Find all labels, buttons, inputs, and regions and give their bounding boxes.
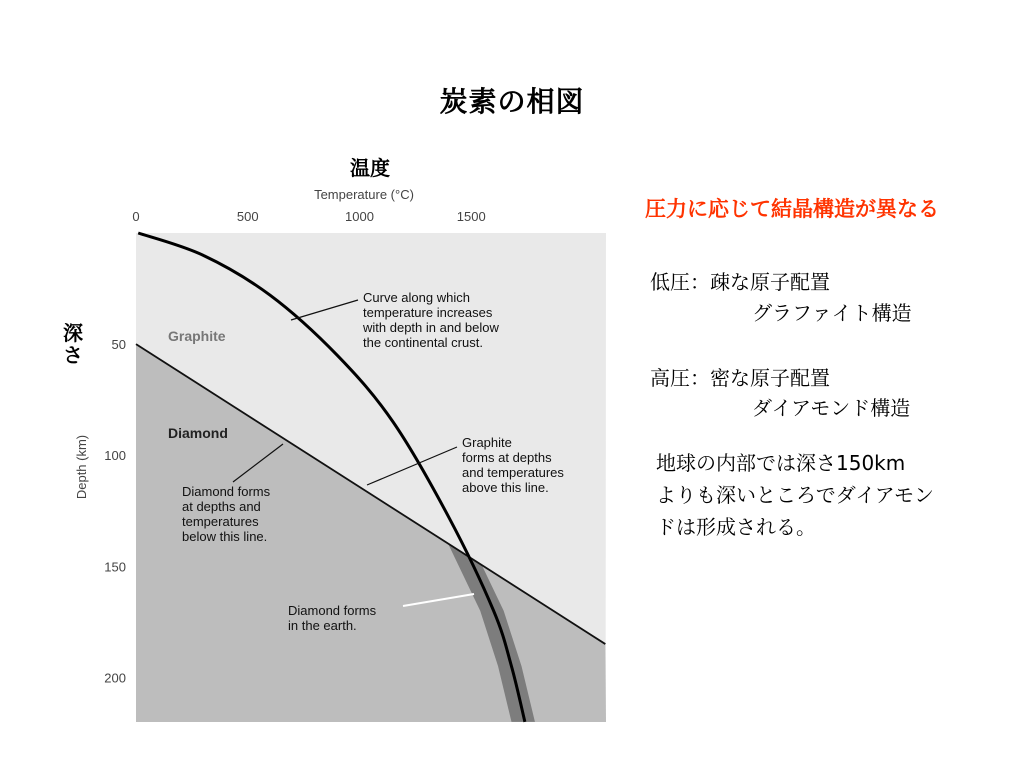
x-axis-japanese-label: 温度 <box>350 156 390 180</box>
graphite-region-label: Graphite <box>168 328 226 344</box>
x-tick-label: 500 <box>236 209 259 224</box>
annotation-diamond-earth: Diamond forms in the earth. <box>288 603 377 633</box>
explanation-line-1: 地球の内部では深さ150km <box>656 451 906 475</box>
y-tick-label: 50 <box>111 337 126 353</box>
x-tick-label: 0 <box>132 209 140 224</box>
y-tick-label: 200 <box>104 670 126 686</box>
high-pressure-line-1: 高圧：密な原子配置 <box>650 366 830 390</box>
explanation-line-2: よりも深いところでダイアモン <box>656 483 934 507</box>
x-tick-label: 1000 <box>345 209 374 224</box>
low-pressure-line-1: 低圧：疎な原子配置 <box>650 270 830 294</box>
y-axis-japanese-label: 深さ <box>63 321 83 367</box>
high-pressure-line-2: ダイアモンド構造 <box>752 396 911 420</box>
explanation-line-3: ドは形成される。 <box>656 515 816 539</box>
annotation-graphite-forms: Graphite forms at depths and temperatures above this line. <box>462 435 564 495</box>
x-tick-label: 1500 <box>456 209 486 224</box>
diamond-region-label: Diamond <box>168 425 228 441</box>
pressure-heading: 圧力に応じて結晶構造が異なる <box>645 197 939 221</box>
annotation-curve: Curve along which temperature increases with depth in and below the continental crust. <box>363 290 499 350</box>
slide-title: 炭素の相図 <box>439 85 585 118</box>
y-axis-label: Depth (km) <box>74 434 89 500</box>
low-pressure-line-2: グラファイト構造 <box>752 301 912 325</box>
y-tick-label: 100 <box>104 448 126 464</box>
y-tick-label: 150 <box>104 559 126 575</box>
annotation-diamond-below: Diamond forms at depths and temperatures below this line. <box>182 484 271 544</box>
x-axis-label: Temperature (°C) <box>314 187 414 202</box>
